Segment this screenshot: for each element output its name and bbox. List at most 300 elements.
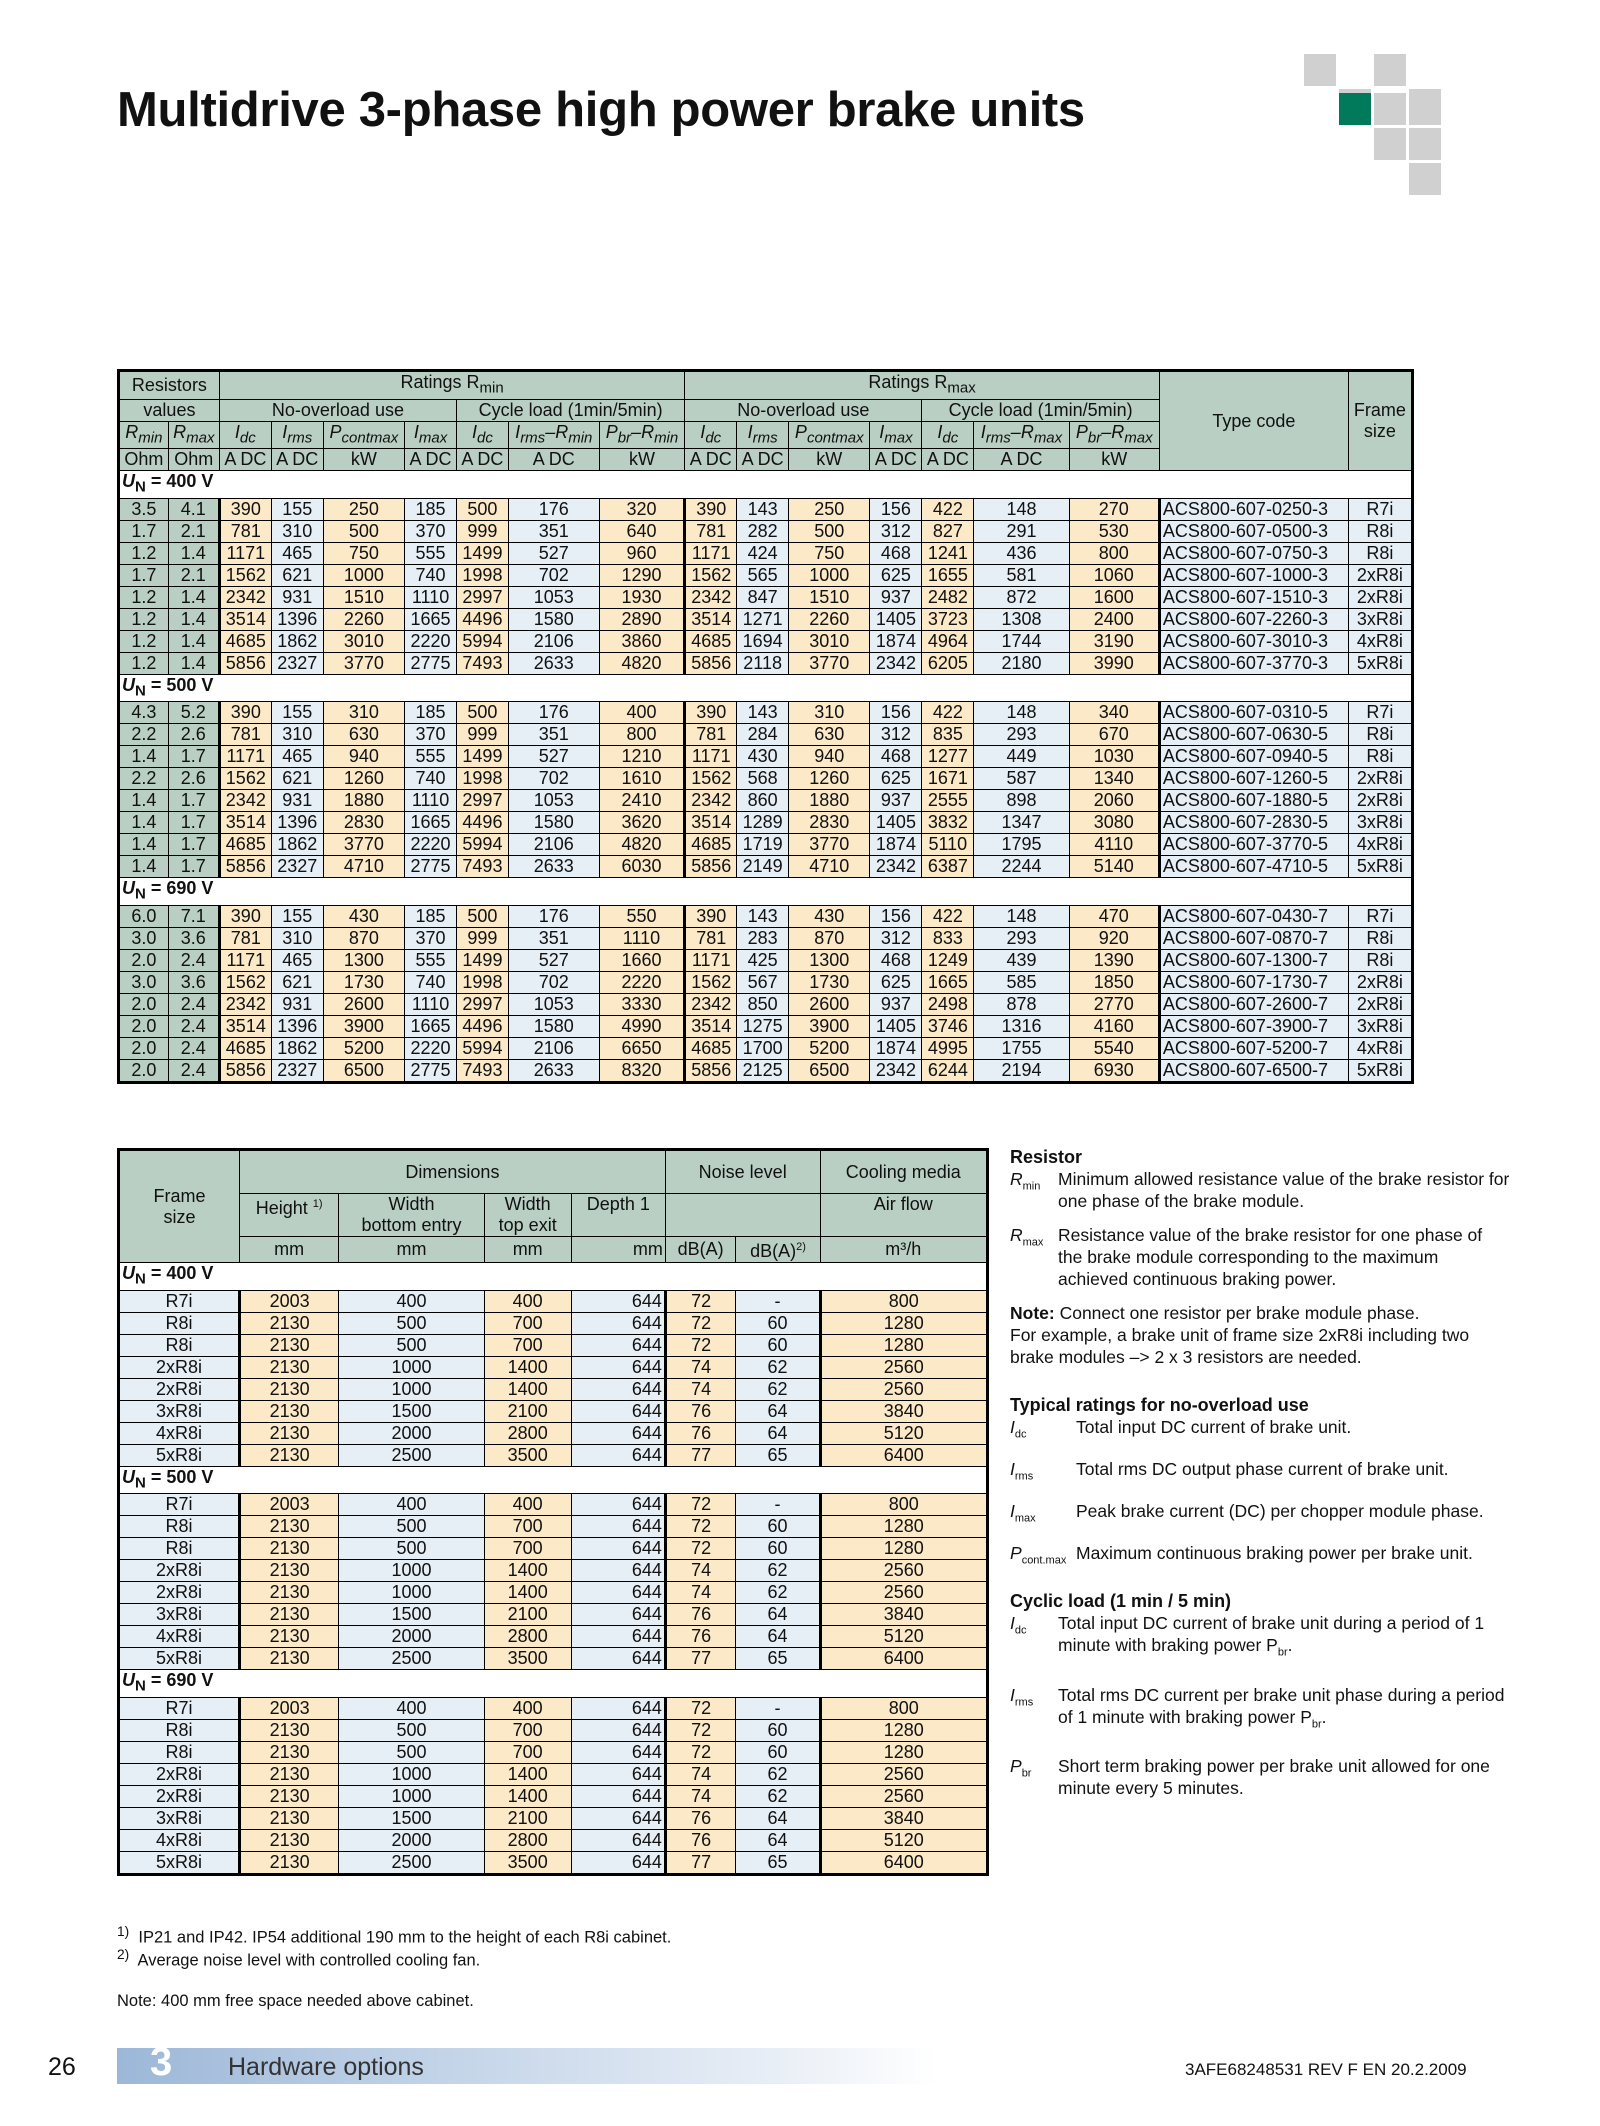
table-cell: 2500: [339, 1648, 484, 1670]
table-cell: 4xR8i: [119, 1626, 240, 1648]
table-cell: 1060: [1069, 564, 1159, 586]
table-cell: 4xR8i: [119, 1422, 240, 1444]
table-cell: 2410: [599, 790, 685, 812]
table-row: [119, 905, 1413, 927]
table-cell: 3840: [820, 1807, 988, 1829]
table-cell: 1000: [339, 1378, 484, 1400]
table-cell: ACS800-607-5200-7: [1159, 1037, 1348, 1059]
table-cell: 310: [271, 520, 323, 542]
table-cell: 999: [456, 520, 508, 542]
table-row: [119, 564, 1413, 586]
table-cell: 1.4: [168, 652, 219, 674]
table-cell: 72: [665, 1334, 736, 1356]
table-cell: 781: [219, 724, 271, 746]
table-cell: 2342: [685, 586, 737, 608]
table-cell: 2260: [789, 608, 870, 630]
table-cell: 1499: [456, 746, 508, 768]
table-cell: 1.7: [168, 834, 219, 856]
table-cell: 1610: [599, 768, 685, 790]
table-cell: 2130: [240, 1334, 339, 1356]
table-cell: 250: [789, 498, 870, 520]
table-cell: 6244: [922, 1059, 974, 1082]
table-cell: 293: [974, 724, 1069, 746]
table-cell: 2130: [240, 1719, 339, 1741]
table-cell: 3xR8i: [119, 1400, 240, 1422]
table-cell: 422: [922, 702, 974, 724]
table-cell: 76: [665, 1604, 736, 1626]
table-cell: 62: [736, 1763, 820, 1785]
table-cell: 1000: [789, 564, 870, 586]
table-cell: 621: [271, 768, 323, 790]
table-cell: 64: [736, 1400, 820, 1422]
table-cell: 3900: [789, 1015, 870, 1037]
table-cell: 156: [870, 702, 922, 724]
header-ratings-rmin: Ratings $R_{min}$: [219, 371, 684, 400]
table-cell: 185: [405, 498, 457, 520]
table-cell: 2130: [240, 1560, 339, 1582]
table-cell: 2.0: [119, 1015, 169, 1037]
table-cell: 2775: [405, 652, 457, 674]
table-cell: 2633: [508, 856, 599, 878]
table-cell: R7i: [1348, 702, 1412, 724]
table-cell: 1280: [820, 1516, 988, 1538]
table-cell: 370: [405, 520, 457, 542]
table-cell: 2633: [508, 1059, 599, 1082]
table-cell: 2130: [240, 1763, 339, 1785]
table-cell: 6650: [599, 1037, 685, 1059]
table-cell: ACS800-607-1730-7: [1159, 971, 1348, 993]
table-cell: 155: [271, 702, 323, 724]
table-row: [119, 1037, 1413, 1059]
table-cell: ACS800-607-0870-7: [1159, 927, 1348, 949]
table-cell: 4685: [219, 630, 271, 652]
table-cell: 500: [339, 1334, 484, 1356]
header-cycle-load-max: Cycle load (1min/5min): [922, 399, 1159, 421]
table-cell: 630: [323, 724, 404, 746]
table-cell: 65: [736, 1851, 820, 1874]
table-cell: 960: [599, 542, 685, 564]
table-cell: 5994: [456, 1037, 508, 1059]
table-row: [119, 1807, 988, 1829]
table-row: [119, 1719, 988, 1741]
units-row: [119, 1237, 988, 1263]
table-cell: 833: [922, 927, 974, 949]
table-cell: 1500: [339, 1400, 484, 1422]
table-cell: 5994: [456, 630, 508, 652]
table-cell: 1000: [339, 1560, 484, 1582]
table-cell: 76: [665, 1400, 736, 1422]
table-cell: 550: [599, 905, 685, 927]
table-cell: 4685: [219, 1037, 271, 1059]
header-noise-level: Noise level: [665, 1150, 820, 1194]
table-row: [119, 1494, 988, 1516]
table-cell: 400: [484, 1494, 571, 1516]
table-cell: R8i: [119, 1334, 240, 1356]
table-cell: 1000: [339, 1763, 484, 1785]
table-cell: -: [736, 1494, 820, 1516]
table-cell: 3xR8i: [119, 1604, 240, 1626]
table-cell: 870: [323, 927, 404, 949]
table-cell: 527: [508, 542, 599, 564]
table-cell: ACS800-607-3770-3: [1159, 652, 1348, 674]
legend-pcontmax: $P_{cont.max}$ Maximum continuous braking power per brake unit.: [1010, 1543, 1473, 1567]
table-cell: 5xR8i: [119, 1648, 240, 1670]
unit-cell: kW: [323, 449, 404, 471]
table-cell: 3514: [685, 1015, 737, 1037]
unit-cell: Ohm: [168, 449, 219, 471]
table-cell: 143: [737, 905, 789, 927]
table-cell: 2130: [240, 1516, 339, 1538]
table-cell: 148: [974, 905, 1069, 927]
table-cell: 4685: [685, 1037, 737, 1059]
unit-cell: A DC: [508, 449, 599, 471]
table-cell: 2.6: [168, 768, 219, 790]
table-cell: 1.7: [119, 520, 169, 542]
table-cell: -: [736, 1290, 820, 1312]
table-cell: 74: [665, 1763, 736, 1785]
table-cell: R8i: [119, 1741, 240, 1763]
table-cell: 62: [736, 1560, 820, 1582]
header-cooling-media: Cooling media: [820, 1150, 988, 1194]
table-cell: 143: [737, 498, 789, 520]
table-cell: 800: [820, 1697, 988, 1719]
table-cell: 1862: [271, 1037, 323, 1059]
table-cell: 312: [870, 724, 922, 746]
table-row: [119, 768, 1413, 790]
table-cell: 1562: [685, 768, 737, 790]
table-cell: 1405: [870, 608, 922, 630]
table-cell: 2125: [737, 1059, 789, 1082]
legend-idc: $I_{dc}$ Total input DC current of brake unit.: [1010, 1417, 1352, 1441]
legend-typical-heading: Typical ratings for no-overload use: [1010, 1395, 1309, 1415]
table-cell: 2060: [1069, 790, 1159, 812]
table-row: [119, 586, 1413, 608]
table-cell: 1260: [789, 768, 870, 790]
table-cell: 644: [571, 1626, 665, 1648]
table-row: [119, 812, 1413, 834]
table-cell: 3860: [599, 630, 685, 652]
table-cell: 72: [665, 1312, 736, 1334]
table-cell: 449: [974, 746, 1069, 768]
table-cell: 465: [271, 949, 323, 971]
table-cell: 1562: [685, 564, 737, 586]
document-id: 3AFE68248531 REV F EN 20.2.2009: [1185, 2060, 1467, 2079]
table-cell: 430: [737, 746, 789, 768]
table-cell: 999: [456, 927, 508, 949]
table-cell: 2342: [219, 790, 271, 812]
header-values: values: [119, 399, 220, 421]
table-cell: 2130: [240, 1582, 339, 1604]
table-cell: 2.1: [168, 520, 219, 542]
table-cell: 2.1: [168, 564, 219, 586]
table-cell: 4685: [219, 834, 271, 856]
unit-cell: dB(A): [665, 1237, 736, 1263]
table-cell: 2xR8i: [1348, 971, 1412, 993]
table-cell: ACS800-607-0500-3: [1159, 520, 1348, 542]
table-row: [119, 498, 1413, 520]
table-cell: 630: [789, 724, 870, 746]
table-cell: 430: [323, 905, 404, 927]
table-cell: 5xR8i: [1348, 1059, 1412, 1082]
table-cell: 185: [405, 905, 457, 927]
table-cell: 3840: [820, 1604, 988, 1626]
table-cell: 2633: [508, 652, 599, 674]
table-row: [119, 993, 1413, 1015]
table-cell: 800: [599, 724, 685, 746]
table-row: [119, 1059, 1413, 1082]
table-cell: 1.4: [119, 834, 169, 856]
table-cell: 424: [737, 542, 789, 564]
table-cell: 898: [974, 790, 1069, 812]
table-cell: 2130: [240, 1400, 339, 1422]
table-cell: 1249: [922, 949, 974, 971]
table-cell: 1396: [271, 608, 323, 630]
table-cell: 2997: [456, 993, 508, 1015]
table-cell: 740: [405, 564, 457, 586]
table-cell: 2.6: [168, 724, 219, 746]
table-cell: 6030: [599, 856, 685, 878]
table-cell: 2130: [240, 1422, 339, 1444]
header-resistors: Resistors: [119, 371, 220, 400]
table-cell: 860: [737, 790, 789, 812]
table-cell: 60: [736, 1312, 820, 1334]
unit-cell: A DC: [405, 449, 457, 471]
table-cell: 555: [405, 542, 457, 564]
table-cell: 60: [736, 1516, 820, 1538]
table-cell: 284: [737, 724, 789, 746]
table-cell: 5856: [219, 856, 271, 878]
table-cell: 2.0: [119, 949, 169, 971]
table-cell: 1400: [484, 1763, 571, 1785]
table-cell: 621: [271, 971, 323, 993]
table-cell: ACS800-607-0250-3: [1159, 498, 1348, 520]
legend-pbr: $P_{br}$ Short term braking power per brake unit allowed for one minute every 5 minutes.: [1010, 1756, 1490, 1798]
table-cell: 2000: [339, 1422, 484, 1444]
table-cell: 1562: [219, 768, 271, 790]
table-cell: 1030: [1069, 746, 1159, 768]
table-cell: 74: [665, 1785, 736, 1807]
table-cell: 4685: [685, 630, 737, 652]
ratings-table: [117, 369, 1414, 1084]
table-cell: 1998: [456, 564, 508, 586]
table-cell: 3770: [789, 834, 870, 856]
table-cell: 2830: [323, 812, 404, 834]
table-row: [119, 1626, 988, 1648]
table-cell: 2560: [820, 1356, 988, 1378]
table-cell: 3500: [484, 1648, 571, 1670]
table-cell: 1171: [685, 542, 737, 564]
table-cell: 3080: [1069, 812, 1159, 834]
table-cell: 6400: [820, 1444, 988, 1466]
table-cell: 1300: [323, 949, 404, 971]
table-cell: 740: [405, 971, 457, 993]
table-cell: 176: [508, 498, 599, 520]
table-cell: 1.2: [119, 586, 169, 608]
table-cell: ACS800-607-1000-3: [1159, 564, 1348, 586]
table-cell: 5856: [219, 652, 271, 674]
table-cell: 581: [974, 564, 1069, 586]
table-cell: 400: [339, 1494, 484, 1516]
table-cell: 781: [685, 520, 737, 542]
table-cell: 1280: [820, 1312, 988, 1334]
table-cell: 4496: [456, 608, 508, 630]
table-cell: 1562: [219, 564, 271, 586]
table-cell: 5140: [1069, 856, 1159, 878]
table-cell: 644: [571, 1356, 665, 1378]
table-cell: 1998: [456, 971, 508, 993]
table-cell: 2xR8i: [119, 1763, 240, 1785]
legend-imax: $I_{max}$ Peak brake current (DC) per chopper module phase.: [1010, 1501, 1484, 1525]
table-row: [119, 1829, 988, 1851]
table-cell: 6205: [922, 652, 974, 674]
table-cell: 72: [665, 1538, 736, 1560]
table-cell: 2775: [405, 1059, 457, 1082]
table-cell: 2000: [339, 1626, 484, 1648]
table-cell: 1671: [922, 768, 974, 790]
table-cell: 2500: [339, 1851, 484, 1874]
unit-cell: Ohm: [119, 449, 169, 471]
table-cell: 2118: [737, 652, 789, 674]
table-cell: ACS800-607-0430-7: [1159, 905, 1348, 927]
table-cell: 2.4: [168, 1037, 219, 1059]
table-cell: 2600: [789, 993, 870, 1015]
table-cell: 2003: [240, 1290, 339, 1312]
voltage-label: = 500 V: [150, 1466, 214, 1487]
table-cell: 74: [665, 1582, 736, 1604]
table-cell: 4820: [599, 652, 685, 674]
table-cell: 2560: [820, 1378, 988, 1400]
table-cell: 6500: [789, 1059, 870, 1082]
table-cell: ACS800-607-3770-5: [1159, 834, 1348, 856]
table-cell: 644: [571, 1763, 665, 1785]
table-cell: 2.4: [168, 1059, 219, 1082]
table-cell: 1390: [1069, 949, 1159, 971]
table-cell: R8i: [1348, 520, 1412, 542]
table-cell: 1930: [599, 586, 685, 608]
header-air-flow: Air flow: [820, 1194, 988, 1237]
table-cell: 6500: [323, 1059, 404, 1082]
table-cell: 644: [571, 1741, 665, 1763]
table-cell: 2130: [240, 1538, 339, 1560]
table-cell: 77: [665, 1444, 736, 1466]
table-cell: 500: [456, 498, 508, 520]
table-cell: 3514: [219, 608, 271, 630]
legend-rmin: $R_{min}$ Minimum allowed resistance value of the brake resistor for one phase of the brake module.: [1010, 1169, 1510, 1211]
table-cell: 2106: [508, 630, 599, 652]
table-cell: 5120: [820, 1829, 988, 1851]
table-cell: 425: [737, 949, 789, 971]
header-no-overload-min: No-overload use: [219, 399, 456, 421]
table-cell: 5xR8i: [119, 1851, 240, 1874]
header-depth: Depth 1: [571, 1194, 665, 1237]
voltage-label: = 690 V: [150, 878, 214, 899]
table-cell: 312: [870, 520, 922, 542]
table-cell: 7493: [456, 856, 508, 878]
table-cell: 439: [974, 949, 1069, 971]
table-cell: 2106: [508, 834, 599, 856]
table-row: [119, 1851, 988, 1874]
dimensions-table: [117, 1148, 989, 1876]
voltage-label: = 690 V: [150, 1670, 214, 1691]
table-cell: 2.0: [119, 1037, 169, 1059]
table-cell: 937: [870, 993, 922, 1015]
symbol-row: $R_{min}$ $R_{max}$ $I_{dc}$ $I_{rms}$ $P_{contmax}$ $I_{max}$ $I_{dc}$ $I_{rms}-R_{min}$ $P_{br}-R_{min}$ $I_{dc}$ $I_{rms}$ $P_{contmax}$ $I_{max}$ $I_{dc}$ $I_{rms}-R_{max}$ $P_{br}-R_{max}$: [119, 421, 1413, 449]
table-cell: 3770: [323, 834, 404, 856]
table-cell: 644: [571, 1494, 665, 1516]
table-cell: 1280: [820, 1741, 988, 1763]
table-cell: 1700: [737, 1037, 789, 1059]
table-cell: 2220: [405, 1037, 457, 1059]
table-cell: 3840: [820, 1400, 988, 1422]
table-cell: 400: [484, 1290, 571, 1312]
table-cell: 64: [736, 1422, 820, 1444]
table-cell: 6.0: [119, 905, 169, 927]
unit-cell: mm: [339, 1237, 484, 1263]
table-cell: 931: [271, 586, 323, 608]
voltage-section-row: $U_N = 500$ V: [119, 674, 1413, 702]
table-cell: 310: [789, 702, 870, 724]
table-cell: ACS800-607-1510-3: [1159, 586, 1348, 608]
table-row: [119, 1697, 988, 1719]
table-cell: 1210: [599, 746, 685, 768]
unit-cell: A DC: [737, 449, 789, 471]
table-cell: 555: [405, 746, 457, 768]
table-cell: 827: [922, 520, 974, 542]
table-cell: 781: [219, 927, 271, 949]
table-cell: 1.2: [119, 630, 169, 652]
chapter-name: Hardware options: [228, 2053, 424, 2081]
table-row: [119, 1444, 988, 1466]
table-cell: 156: [870, 905, 922, 927]
table-cell: 5856: [219, 1059, 271, 1082]
table-cell: 1316: [974, 1015, 1069, 1037]
table-cell: R8i: [119, 1719, 240, 1741]
table-cell: 940: [323, 746, 404, 768]
table-cell: 2327: [271, 856, 323, 878]
table-cell: 1110: [405, 993, 457, 1015]
header-type-code: Type code: [1159, 371, 1348, 471]
table-cell: 1241: [922, 542, 974, 564]
unit-cell: kW: [599, 449, 685, 471]
table-cell: 1400: [484, 1582, 571, 1604]
table-cell: 2244: [974, 856, 1069, 878]
table-cell: 500: [339, 1516, 484, 1538]
table-cell: 850: [737, 993, 789, 1015]
table-row: [119, 1312, 988, 1334]
table-row: [119, 1290, 988, 1312]
table-cell: 1275: [737, 1015, 789, 1037]
table-row: [119, 1516, 988, 1538]
table-cell: 76: [665, 1422, 736, 1444]
table-cell: 1405: [870, 812, 922, 834]
table-cell: 2342: [219, 993, 271, 1015]
table-cell: 282: [737, 520, 789, 542]
table-cell: 2194: [974, 1059, 1069, 1082]
table-row: [119, 949, 1413, 971]
table-cell: 4xR8i: [1348, 630, 1412, 652]
table-cell: 3.6: [168, 971, 219, 993]
table-cell: 625: [870, 971, 922, 993]
table-cell: 2xR8i: [1348, 768, 1412, 790]
table-cell: 185: [405, 702, 457, 724]
legend: [1010, 1146, 1510, 1799]
table-row: [119, 1741, 988, 1763]
table-cell: R8i: [1348, 949, 1412, 971]
table-cell: 2xR8i: [119, 1356, 240, 1378]
table-cell: 644: [571, 1785, 665, 1807]
table-cell: 4110: [1069, 834, 1159, 856]
unit-cell: A DC: [219, 449, 271, 471]
